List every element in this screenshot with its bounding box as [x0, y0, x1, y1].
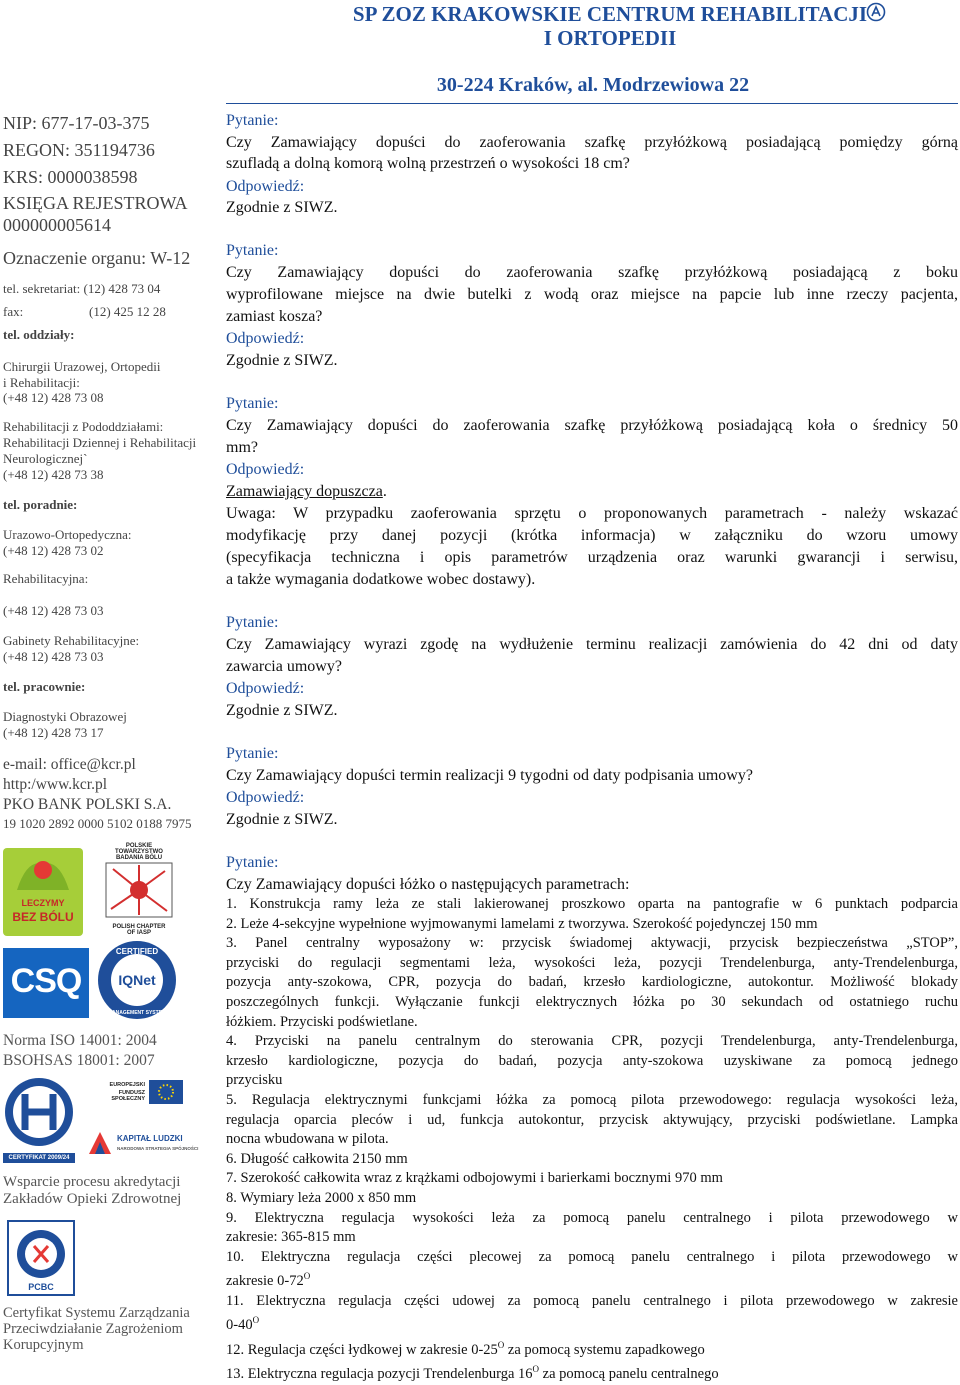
question-5: Czy Zamawiający dopuści termin realizacji 9 tygodni od daty podpisania umowy?: [226, 767, 753, 784]
diag-tel: (+48 12) 428 73 17: [3, 725, 104, 740]
iqnet-seal-icon: [97, 940, 177, 1020]
answer-label: Odpowiedź:: [226, 680, 305, 697]
param-13-text-a: 13. Elektryczna regulacja pozycji Trendelenburga 16: [226, 1365, 533, 1382]
reh-line2: Rehabilitacji Dziennej i Rehabilitacji: [3, 435, 197, 450]
cert-line3: Korupcyjnym: [3, 1337, 84, 1353]
question-label: Pytanie:: [226, 395, 279, 412]
question-1-line2: szufladą a dolną komorą wolną przestrzeń o wysokości 18 cm?: [226, 155, 630, 172]
norma-bsohsas: BSOHSAS 18001: 2007: [3, 1052, 155, 1069]
param-13-text-b: za pomocą panelu centralnego: [539, 1365, 719, 1382]
question-4-line1: Czy Zamawiający wyrazi zgodę na wydłużenie terminu realizacji zamówienia do 42 dni od daty: [226, 636, 958, 653]
question-label: Pytanie:: [226, 614, 279, 631]
address-line: 30-224 Kraków, al. Modrzewiowa 22: [436, 74, 750, 96]
chir-line2: i Rehabilitacji:: [3, 375, 80, 390]
eu-line2: FUNDUSZ SPOŁECZNY: [111, 1090, 145, 1102]
param-3-line5: łóżkiem. Przyciski podświetlane.: [226, 1013, 418, 1030]
uraz-tel: (+48 12) 428 73 02: [3, 543, 104, 558]
iqnet-line1: CERTIFIED: [115, 947, 159, 956]
ptbb-line3: POLISH CHAPTER: [112, 924, 166, 930]
param-3-line1: 3. Panel centralny wyposażony w: przycisk świadomej aktywacji, przycisk bezpieczeństwa „STOP”,: [226, 935, 958, 952]
param-12-text-b: za pomocą systemu zapadkowego: [504, 1341, 705, 1358]
iqnet-logo: [97, 940, 177, 1020]
question-label: Pytanie:: [226, 112, 279, 129]
cmj-caption: CERTYFIKAT 2009/24: [3, 1153, 75, 1163]
question-label: Pytanie:: [226, 242, 279, 259]
letterhead-title-line2: I ORTOPEDII: [543, 26, 677, 50]
eu-line1: EUROPEJSKI: [109, 1082, 145, 1088]
answer-4: Zgodnie z SIWZ.: [226, 702, 338, 719]
param-5-line2: regulacja oparcia pleców i ud, funkcja autokontur, przycisk aktywujący, przyciski podświetlane. Lampka: [226, 1111, 958, 1128]
bed-parameters-list: [226, 895, 958, 1385]
regon: REGON: 351194736: [3, 140, 155, 160]
cert-line2: Przeciwdziałanie Zagrożeniom: [3, 1321, 183, 1337]
param-5-line3: nocna wbudowana w pilota.: [226, 1131, 389, 1148]
note-line3: (specyfikacja techniczna i opis parametrów urządzenia oraz warunki gwarancji i serwisu,: [226, 549, 958, 566]
param-11-text: 0-40: [226, 1317, 253, 1334]
eu-fund-logo: [87, 1080, 183, 1116]
eu-flag-icon: [149, 1080, 183, 1104]
tel-sekretariat: tel. sekretariat: (12) 428 73 04: [3, 281, 161, 296]
cert-line1: Certyfikat Systemu Zarządzania: [3, 1305, 190, 1321]
fax-label: fax:: [3, 304, 24, 319]
poradnie-label: tel. poradnie:: [3, 497, 78, 512]
gab-label: Gabinety Rehabilitacyjne:: [3, 633, 140, 648]
kl-line2: NARODOWA STRATEGIA SPÓJNOŚCI: [117, 1146, 199, 1151]
degree-mark: O: [252, 1315, 260, 1326]
uraz-label: Urazowo-Ortopedyczna:: [3, 527, 132, 542]
param-10-text: zakresie 0-72: [226, 1273, 304, 1290]
param-12-text-a: 12. Regulacja części łydkowej w zakresie 0-25: [226, 1341, 498, 1358]
question-label: Pytanie:: [226, 854, 279, 871]
question-3-line1: Czy Zamawiający dopuści do zaoferowania szafkę przyłóżkową posiadającą koła o średnicy 50: [226, 417, 958, 434]
iqnet-line3: MANAGEMENT SYSTEM: [107, 1010, 167, 1016]
leczymy-bez-bolu-logo: [3, 848, 83, 936]
param-11-line1: 11. Elektryczna regulacja części udowej za pomocą panelu centralnego i pilota przewodowego w zakresie: [226, 1292, 958, 1309]
answer-label: Odpowiedź:: [226, 330, 305, 347]
neuron-icon: [103, 861, 175, 919]
note-line1: Uwaga: W przypadku zaoferowania sprzętu o proponowanych parametrach - należy wskazać: [226, 505, 958, 522]
akredytacja-line1: Wsparcie procesu akredytacji: [3, 1174, 181, 1190]
param-7: 7. Szerokość całkowita wraz z krążkami odbojowymi i barierkami bocznymi 970 mm: [226, 1170, 723, 1187]
param-6: 6. Długość całkowita 2150 mm: [226, 1150, 408, 1167]
param-3-line3: pozycja anty-szokowa, CPR, pozycja do badań, krzesło kardiologiczne, autokontur. Możliwość blokady: [226, 974, 958, 991]
param-4-line1: 4. Przyciski na panelu centralnym do sterowania CPR, pozycji Trendelenburga, anty-Trendelenburga,: [226, 1033, 958, 1050]
question-2-line3: zamiast kosza?: [226, 308, 323, 325]
oddzialy-label: tel. oddziały:: [3, 327, 75, 342]
csq-logo: [3, 948, 89, 1018]
pcbc-logo: [7, 1220, 75, 1296]
param-10-line2: [226, 1267, 958, 1291]
email-link[interactable]: e-mail: office@kcr.pl: [3, 756, 136, 773]
question-3-line2: mm?: [226, 439, 258, 456]
answer-3: Zamawiający dopuszcza.: [226, 483, 387, 500]
param-2: 2. Leże 4-sekcyjne wypełnione wyjmowanymi lamelami z tworzywa. Szerokość pojedynczej 150 mm: [226, 915, 818, 932]
answer-3-text: Zamawiający dopuszcza: [226, 483, 383, 500]
answer-label: Odpowiedź:: [226, 178, 305, 195]
gab-tel: (+48 12) 428 73 03: [3, 649, 104, 664]
question-6: Czy Zamawiający dopuści łóżko o następujących parametrach:: [226, 876, 630, 893]
param-3-line2: przyciski do regulacji segmentami leża, wysokości leża, pozycji Trendelenburga, anty-Trendelenburga,: [226, 954, 958, 971]
ksiega-number: 000000005614: [3, 215, 111, 235]
degree-mark: O: [532, 1364, 540, 1375]
question-1-line1: Czy Zamawiający dopuści do zaoferowania szafkę przyłóżkową posiadającą pomiędzy górną: [226, 134, 958, 151]
chir-line1: Chirurgii Urazowej, Ortopedii: [3, 359, 161, 374]
chir-tel: (+48 12) 428 73 08: [3, 390, 104, 405]
akredytacja-line2: Zakładów Opieki Zdrowotnej: [3, 1191, 182, 1207]
pracownie-label: tel. pracownie:: [3, 679, 86, 694]
bezbolu-line1: LECZYMY: [21, 898, 65, 908]
note-line2: modyfikację przy danej pozycji (krótka informacja) w załączniku do wzoru umowy: [226, 527, 958, 544]
question-4-line2: zawarcia umowy?: [226, 658, 342, 675]
organ-code: Oznaczenie organu: W-12: [3, 248, 191, 268]
reh-line3: Neurologicznej`: [3, 451, 88, 466]
param-1: 1. Konstrukcja ramy leża ze stali lakierowanej proszkowo oparta na pantografie w 6 punktach podparcia: [226, 896, 958, 912]
param-11-line2: [226, 1311, 958, 1335]
question-label: Pytanie:: [226, 745, 279, 762]
ptbb-logo: [103, 843, 175, 938]
param-12: [226, 1336, 958, 1360]
answer-label: Odpowiedź:: [226, 461, 305, 478]
letterhead-title: [300, 2, 920, 50]
answer-1: Zgodnie z SIWZ.: [226, 199, 338, 216]
cmj-seal-icon: [3, 1076, 75, 1148]
param-5-line1: 5. Regulacja elektrycznymi funkcjami łóżka za pomocą pilota przewodowego: regulacja wysokości leża,: [226, 1091, 958, 1108]
param-9-line2: zakresie: 365-815 mm: [226, 1229, 356, 1246]
ptbb-line4: OF IASP: [126, 930, 151, 936]
param-4-line2: krzesło kardiologiczne, pozycja do badań, pozycja anty-szokowa uzyskiwane za pomocą jednego: [226, 1052, 958, 1069]
bank-account: 19 1020 2892 0000 5102 0188 7975: [3, 816, 192, 831]
iqnet-line2: IQNet: [118, 972, 156, 988]
ksiega-label: KSIĘGA REJESTROWA: [3, 193, 188, 213]
reh-tel: (+48 12) 428 73 38: [3, 467, 104, 482]
answer-5: Zgodnie z SIWZ.: [226, 811, 338, 828]
hand-icon: [7, 854, 79, 894]
header-divider: [226, 103, 958, 104]
krs: KRS: 0000038598: [3, 167, 138, 187]
degree-mark: O: [497, 1339, 505, 1350]
question-2-line1: Czy Zamawiający dopuści do zaoferowania szafkę przyłóżkową posiadającą z boku: [226, 264, 958, 281]
fax-value: (12) 425 12 28: [89, 304, 166, 319]
param-4-line3: przycisku: [226, 1072, 283, 1089]
param-10-line1: 10. Elektryczna regulacja części plecowej za pomocą panelu centralnego i pilota przewodowego w: [226, 1248, 958, 1265]
degree-mark: O: [303, 1271, 311, 1282]
kapital-ludzki-logo: [87, 1128, 199, 1168]
pcbc-seal-icon: [7, 1220, 75, 1296]
param-3-line4: poszczególnych funkcji. Wyłączanie funkcji elektrycznych łóżka po 30 sekundach od ostatniego ruchu: [226, 993, 958, 1010]
bezbolu-line2: BEZ BÓLU: [12, 910, 74, 924]
ptbb-line1: POLSKIE TOWARZYSTWO: [115, 843, 163, 855]
answer-label: Odpowiedź:: [226, 789, 305, 806]
param-8: 8. Wymiary leża 2000 x 850 mm: [226, 1189, 417, 1206]
answer-2: Zgodnie z SIWZ.: [226, 352, 338, 369]
website-link[interactable]: http:/www.kcr.pl: [3, 776, 108, 793]
ptbb-line2: BADANIA BÓLU: [115, 855, 163, 861]
bank-name: PKO BANK POLSKI S.A.: [3, 796, 172, 813]
cmj-certificate-logo: [3, 1076, 75, 1162]
diag-label: Diagnostyki Obrazowej: [3, 709, 127, 724]
csq-text: CSQ: [10, 962, 82, 1000]
nip: NIP: 677-17-03-375: [3, 113, 150, 133]
reh-line1: Rehabilitacji z Pododdziałami:: [3, 419, 164, 434]
pcbc-text: PCBC: [28, 1282, 54, 1292]
param-9-line1: 9. Elektryczna regulacja wysokości leża za pomocą panelu centralnego i pilota przewodowego w: [226, 1209, 958, 1226]
param-13: [226, 1360, 958, 1384]
kapital-ludzki-icon: [87, 1130, 113, 1156]
rehab-label: Rehabilitacyjna:: [3, 571, 89, 586]
norma-iso: Norma ISO 14001: 2004: [3, 1032, 157, 1049]
kl-line1: KAPITAŁ LUDZKI: [117, 1134, 183, 1143]
question-2-line2: wyprofilowane miejsce na dwie butelki z wodą oraz miejsce na papcie lub inne rzeczy pacjenta,: [226, 286, 958, 303]
rehab-tel: (+48 12) 428 73 03: [3, 603, 104, 618]
letterhead-title-line1: SP ZOZ KRAKOWSKIE CENTRUM REHABILITACJI: [352, 2, 868, 26]
note-line4: a także wymagania dodatkowe wobec dostawy).: [226, 571, 536, 588]
accreditation-icon: [866, 2, 886, 22]
